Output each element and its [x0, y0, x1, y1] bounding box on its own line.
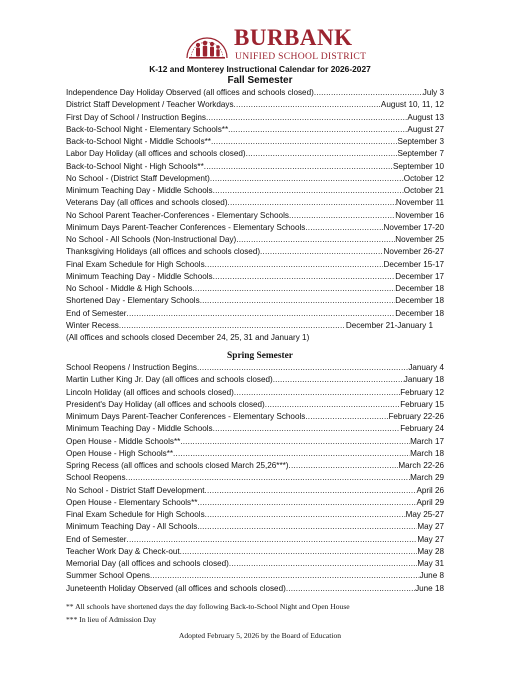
spring-event — [66, 411, 444, 423]
spring-event — [66, 534, 444, 546]
fall-event — [66, 99, 444, 111]
event-label: Minimum Days Parent-Teacher Conferences - Elementary Schools — [66, 412, 306, 421]
spring-event — [66, 570, 444, 582]
leader-dots — [197, 497, 416, 509]
leader-dots — [127, 308, 396, 320]
leader-dots — [234, 99, 381, 111]
event-date: November 26-27 — [383, 247, 444, 257]
event-date: December 17 — [395, 271, 444, 281]
event-date: May 28 — [417, 546, 444, 556]
fall-event — [66, 87, 444, 99]
fall-event — [66, 222, 444, 234]
fall-event — [66, 185, 444, 197]
fall-event — [66, 112, 444, 124]
spring-event — [66, 583, 444, 595]
spring-event — [66, 497, 444, 509]
event-date: October 12 — [403, 173, 444, 183]
logo-wordmark: BURBANK — [234, 25, 353, 50]
leader-dots — [289, 210, 395, 222]
leader-dots — [205, 509, 406, 521]
fall-event — [66, 210, 444, 222]
winter-recess-note: (All offices and schools closed December 24, 25, 31 and January 1) — [66, 333, 310, 342]
fall-event-list — [66, 87, 444, 344]
event-date: December 18 — [395, 296, 444, 306]
event-label: Winter Recess — [66, 320, 119, 330]
fall-event — [66, 136, 444, 148]
event-date: May 27 — [417, 522, 444, 532]
event-label: First Day of School / Instruction Begins — [66, 112, 206, 122]
event-label: Independence Day Holiday Observed (all offices and schools closed) — [66, 88, 314, 97]
event-label: No School Parent Teacher-Conferences - Elementary Schools — [66, 210, 289, 220]
logo-district-name: UNIFIED SCHOOL DISTRICT — [235, 51, 367, 62]
spring-event — [66, 387, 444, 399]
event-label: Shortened Day - Elementary Schools — [66, 296, 200, 306]
fall-event — [66, 173, 444, 185]
event-label: Back-to-School Night - High Schools** — [66, 161, 204, 171]
event-date: May 25-27 — [405, 510, 444, 519]
calendar-title: K-12 and Monterey Instructional Calendar for 2026-2027 — [149, 64, 371, 74]
event-date: March 29 — [410, 473, 444, 483]
event-label: Martin Luther King Jr. Day (all offices and schools closed) — [66, 375, 273, 385]
leader-dots — [204, 161, 393, 173]
spring-event — [66, 472, 444, 484]
event-label: No School - Middle & High Schools — [66, 284, 193, 293]
event-label: School Reopens / Instruction Begins — [66, 363, 197, 372]
event-date: January 4 — [408, 363, 444, 372]
fall-event — [66, 283, 444, 295]
event-label: Minimum Teaching Day - Middle Schools — [66, 186, 213, 195]
event-date: February 22-26 — [388, 412, 444, 421]
event-label: Minimum Teaching Day - Middle Schools — [66, 424, 213, 434]
event-date: October 21 — [403, 186, 444, 195]
event-label: Back-to-School Night - Middle Schools** — [66, 137, 211, 146]
leader-dots — [119, 320, 345, 332]
leader-dots — [260, 246, 383, 258]
event-date: December 15-17 — [383, 259, 444, 269]
event-label: Memorial Day (all offices and schools closed) — [66, 559, 229, 568]
event-date: September 10 — [392, 161, 444, 171]
event-date: February 15 — [400, 399, 444, 409]
event-label: Minimum Days Parent-Teacher Conferences - Elementary Schools — [66, 222, 306, 232]
spring-event — [66, 485, 444, 497]
leader-dots — [192, 283, 395, 295]
event-label: No School - District Staff Development — [66, 485, 205, 495]
leader-dots — [228, 124, 407, 136]
event-date: May 31 — [417, 559, 444, 568]
event-label: Thanksgiving Holidays (all offices and schools closed) — [66, 247, 261, 257]
spring-event — [66, 448, 444, 460]
event-date: December 18 — [395, 308, 444, 318]
fall-event — [66, 234, 444, 246]
leader-dots — [289, 460, 399, 472]
fall-event — [66, 148, 444, 160]
leader-dots — [206, 112, 407, 124]
event-label: President's Day Holiday (all offices and schools closed) — [66, 399, 265, 409]
event-date: November 17-20 — [383, 222, 444, 232]
leader-dots — [197, 521, 417, 533]
leader-dots — [286, 583, 415, 595]
event-label: Summer School Opens — [66, 571, 150, 581]
spring-event — [66, 362, 444, 374]
district-logo — [183, 24, 367, 64]
leader-dots — [213, 185, 404, 197]
spring-event — [66, 423, 444, 435]
event-label: No School - All Schools (Non-Instructional Day) — [66, 235, 237, 244]
event-date: July 3 — [422, 88, 444, 97]
event-label: No School - (District Staff Development) — [66, 173, 210, 183]
event-label: Lincoln Holiday (all offices and schools closed) — [66, 387, 234, 397]
leader-dots — [127, 534, 418, 546]
fall-event — [66, 161, 444, 173]
spring-event — [66, 399, 444, 411]
event-label: Open House - High Schools** — [66, 448, 174, 458]
leader-dots — [210, 173, 404, 185]
fall-event — [66, 308, 444, 320]
fall-event — [66, 271, 444, 283]
event-date: November 11 — [395, 198, 444, 208]
event-date: February 12 — [400, 387, 444, 397]
event-date: August 13 — [407, 112, 444, 122]
leader-dots — [305, 222, 383, 234]
event-date: August 27 — [407, 124, 444, 134]
event-date: March 17 — [410, 436, 444, 446]
footnotes — [66, 600, 350, 626]
leader-dots — [180, 436, 410, 448]
adoption-line: Adopted February 5, 2026 by the Board of Education — [178, 631, 342, 640]
leader-dots — [234, 387, 400, 399]
event-date: May 27 — [417, 534, 444, 544]
leader-dots — [197, 362, 408, 374]
spring-event — [66, 521, 444, 533]
event-date: June 18 — [415, 583, 444, 593]
leader-dots — [150, 570, 420, 582]
event-date: January 18 — [403, 375, 444, 385]
fall-event — [66, 197, 444, 209]
event-label: Spring Recess (all offices and schools closed March 25,26***) — [66, 461, 289, 470]
fall-event — [66, 295, 444, 307]
leader-dots — [246, 148, 398, 160]
event-date: March 18 — [410, 448, 444, 458]
event-label: Veterans Day (all offices and schools closed) — [66, 198, 228, 208]
spring-event — [66, 546, 444, 558]
event-label: District Staff Development / Teacher Workdays — [66, 100, 234, 110]
leader-dots — [314, 87, 423, 99]
fall-event — [66, 246, 444, 258]
event-label: Labor Day Holiday (all offices and schools closed) — [66, 149, 246, 159]
event-date: March 22-26 — [398, 461, 444, 470]
footnote-shortened-days: ** All schools have shortened days the day following Back-to-School Night and Open House — [66, 602, 350, 611]
leader-dots — [126, 472, 411, 484]
fall-semester-heading: Fall Semester — [227, 75, 293, 86]
event-label: Open House - Elementary Schools** — [66, 497, 198, 507]
leader-dots — [213, 423, 401, 435]
event-date: November 25 — [395, 235, 444, 244]
fall-event — [66, 124, 444, 136]
event-date: November 16 — [395, 210, 444, 220]
event-date: April 29 — [416, 497, 444, 507]
event-label: Final Exam Schedule for High Schools — [66, 510, 205, 519]
leader-dots — [180, 546, 418, 558]
event-label: End of Semester — [66, 308, 127, 318]
spring-event — [66, 509, 444, 521]
leader-dots — [273, 374, 404, 386]
leader-dots — [229, 558, 417, 570]
winter-recess-row — [66, 320, 444, 332]
event-date: September 7 — [397, 149, 444, 159]
leader-dots — [211, 136, 398, 148]
event-label: Final Exam Schedule for High Schools — [66, 259, 205, 269]
event-label: Open House - Middle Schools** — [66, 436, 181, 446]
event-label: School Reopens — [66, 473, 126, 483]
event-date: September 3 — [397, 137, 444, 146]
leader-dots — [173, 448, 410, 460]
leader-dots — [204, 485, 416, 497]
district-seal-emblem — [183, 24, 231, 64]
leader-dots — [265, 399, 400, 411]
leader-dots — [200, 295, 396, 307]
event-date: August 10, 11, 12 — [380, 100, 444, 110]
event-label: End of Semester — [66, 534, 127, 544]
spring-event — [66, 460, 444, 472]
event-label: Back-to-School Night - Elementary Schools** — [66, 124, 229, 134]
event-date: December 18 — [395, 284, 444, 293]
footnote-admission-day: *** In lieu of Admission Day — [66, 615, 157, 624]
event-label: Teacher Work Day & Check-out — [66, 546, 180, 556]
leader-dots — [236, 234, 395, 246]
event-label: Minimum Teaching Day - Middle Schools — [66, 271, 213, 281]
event-date: June 8 — [419, 571, 444, 581]
leader-dots — [205, 259, 384, 271]
event-label: Juneteenth Holiday Observed (all offices and schools closed) — [66, 583, 286, 593]
event-date: April 26 — [416, 485, 444, 495]
spring-semester-heading: Spring Semester — [227, 351, 293, 361]
spring-event — [66, 436, 444, 448]
spring-event-list — [66, 362, 444, 595]
event-date: December 21-January 1 — [345, 320, 433, 330]
event-date: February 24 — [400, 424, 444, 434]
leader-dots — [305, 411, 388, 423]
fall-event — [66, 259, 444, 271]
leader-dots — [213, 271, 396, 283]
event-label: Minimum Teaching Day - All Schools — [66, 522, 198, 532]
leader-dots — [228, 197, 396, 209]
spring-event — [66, 374, 444, 386]
spring-event — [66, 558, 444, 570]
